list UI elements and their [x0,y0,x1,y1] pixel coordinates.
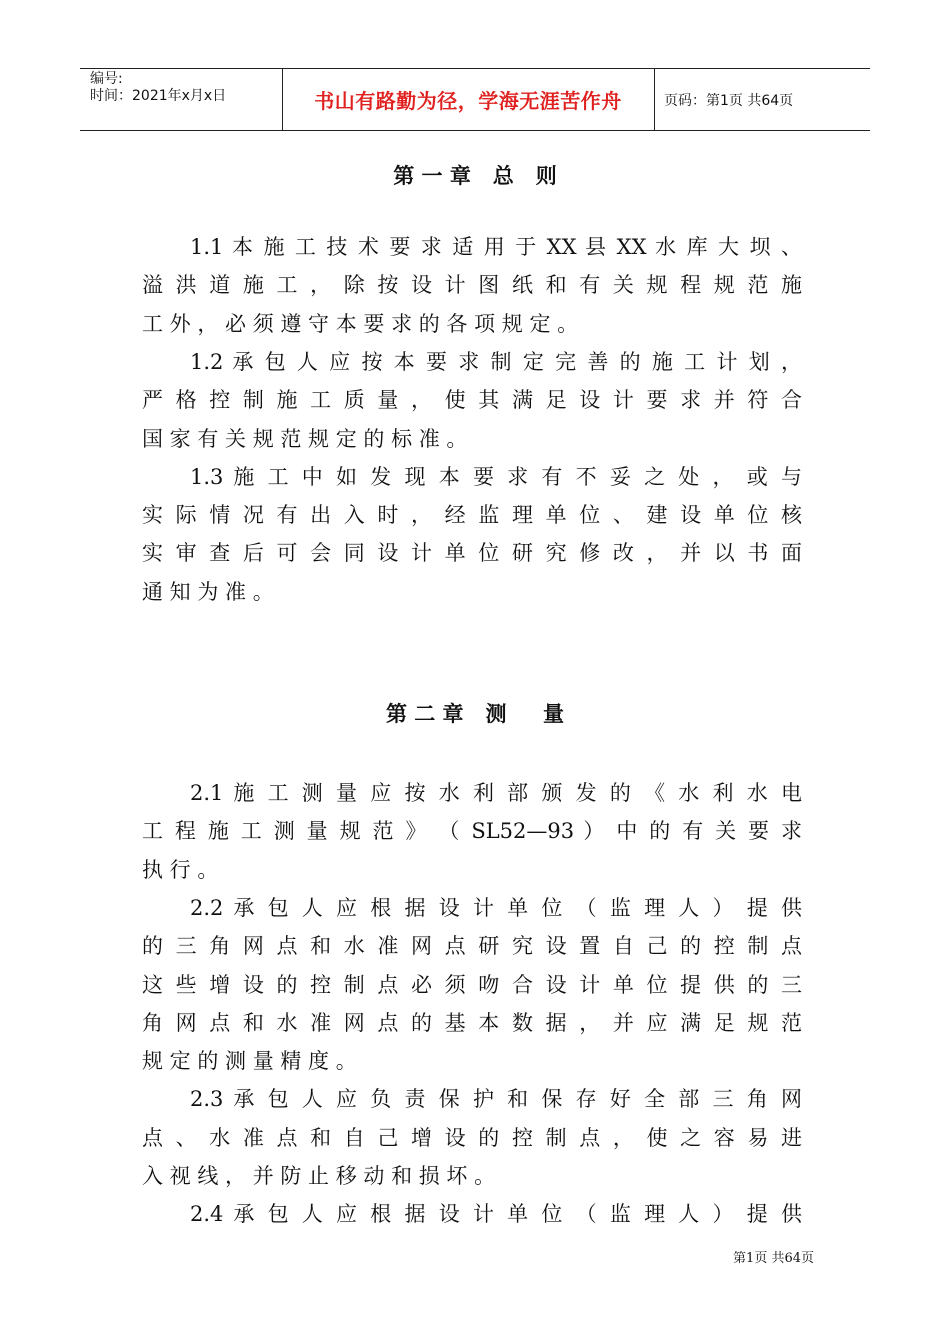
header-divider [654,69,655,130]
paragraph-line: 严 格 控 制 施 工 质 量 ， 使 其 满 足 设 计 要 求 并 符 合 [142,388,802,413]
paragraph-line: 通 知 为 准 。 [142,579,274,604]
paragraph-line: 角 网 点 和 水 准 网 点 的 基 本 数 据 ， 并 应 满 足 规 范 [142,1010,802,1035]
paragraph-line: 执 行 。 [142,857,219,882]
paragraph-line: 国 家 有 关 规 范 规 定 的 标 准 。 [142,426,468,451]
header-meta [90,71,280,105]
document-time-label: 时间：2021年x月x日 [90,88,227,104]
chapter-title: 第 一 章 总 则 [393,164,557,188]
chapter-title: 第 二 章 测 量 [385,702,565,726]
paragraph-line: 的 三 角 网 点 和 水 准 网 点 研 究 设 置 自 己 的 控 制 点 [142,934,802,959]
header-motto: 书山有路勤为径，学海无涯苦作舟 [314,89,622,113]
paragraph-line: 工 外 ， 必 须 遵 守 本 要 求 的 各 项 规 定 。 [142,311,579,336]
paragraph-line: 1.1 本 施 工 技 术 要 求 适 用 于 XX 县 XX 水 库 大 坝 、 [190,235,802,259]
paragraph-line: 2.2 承 包 人 应 根 据 设 计 单 位 （ 监 理 人 ） 提 供 [190,895,802,920]
paragraph-line: 点 、 水 准 点 和 自 己 增 设 的 控 制 点 ， 使 之 容 易 进 [142,1125,802,1150]
page-footer: 第1页 共64页 [733,1251,814,1266]
paragraph-line: 入 视 线 ， 并 防 止 移 动 和 损 坏 。 [142,1164,496,1188]
paragraph-line: 这 些 增 设 的 控 制 点 必 须 吻 合 设 计 单 位 提 供 的 三 [142,972,802,997]
header-page-info: 页码：第1页 共64页 [664,92,794,109]
paragraph-line: 1.2 承 包 人 应 按 本 要 求 制 定 完 善 的 施 工 计 划 ， [190,349,802,374]
paragraph-line: 1.3 施 工 中 如 发 现 本 要 求 有 不 妥 之 处 ， 或 与 [190,464,802,489]
paragraph-line: 实 际 情 况 有 出 入 时 ， 经 监 理 单 位 、 建 设 单 位 核 [142,503,802,528]
paragraph-line: 2.4 承 包 人 应 根 据 设 计 单 位 （ 监 理 人 ） 提 供 [190,1202,802,1227]
paragraph-line: 溢 洪 道 施 工 ， 除 按 设 计 图 纸 和 有 关 规 程 规 范 施 [142,273,802,298]
paragraph-line: 2.1 施 工 测 量 应 按 水 利 部 颁 发 的 《 水 利 水 电 [190,781,802,805]
paragraph-line: 2.3 承 包 人 应 负 责 保 护 和 保 存 好 全 部 三 角 网 [190,1087,802,1112]
paragraph-line: 规 定 的 测 量 精 度 。 [142,1049,357,1074]
document-number-label: 编号: [90,71,123,87]
paragraph-line: 工 程 施 工 测 量 规 范 》 （ SL52—93 ） 中 的 有 关 要 求 [142,819,802,844]
paragraph-line: 实 审 查 后 可 会 同 设 计 单 位 研 究 修 改 ， 并 以 书 面 [142,541,802,566]
document-header [80,68,870,131]
